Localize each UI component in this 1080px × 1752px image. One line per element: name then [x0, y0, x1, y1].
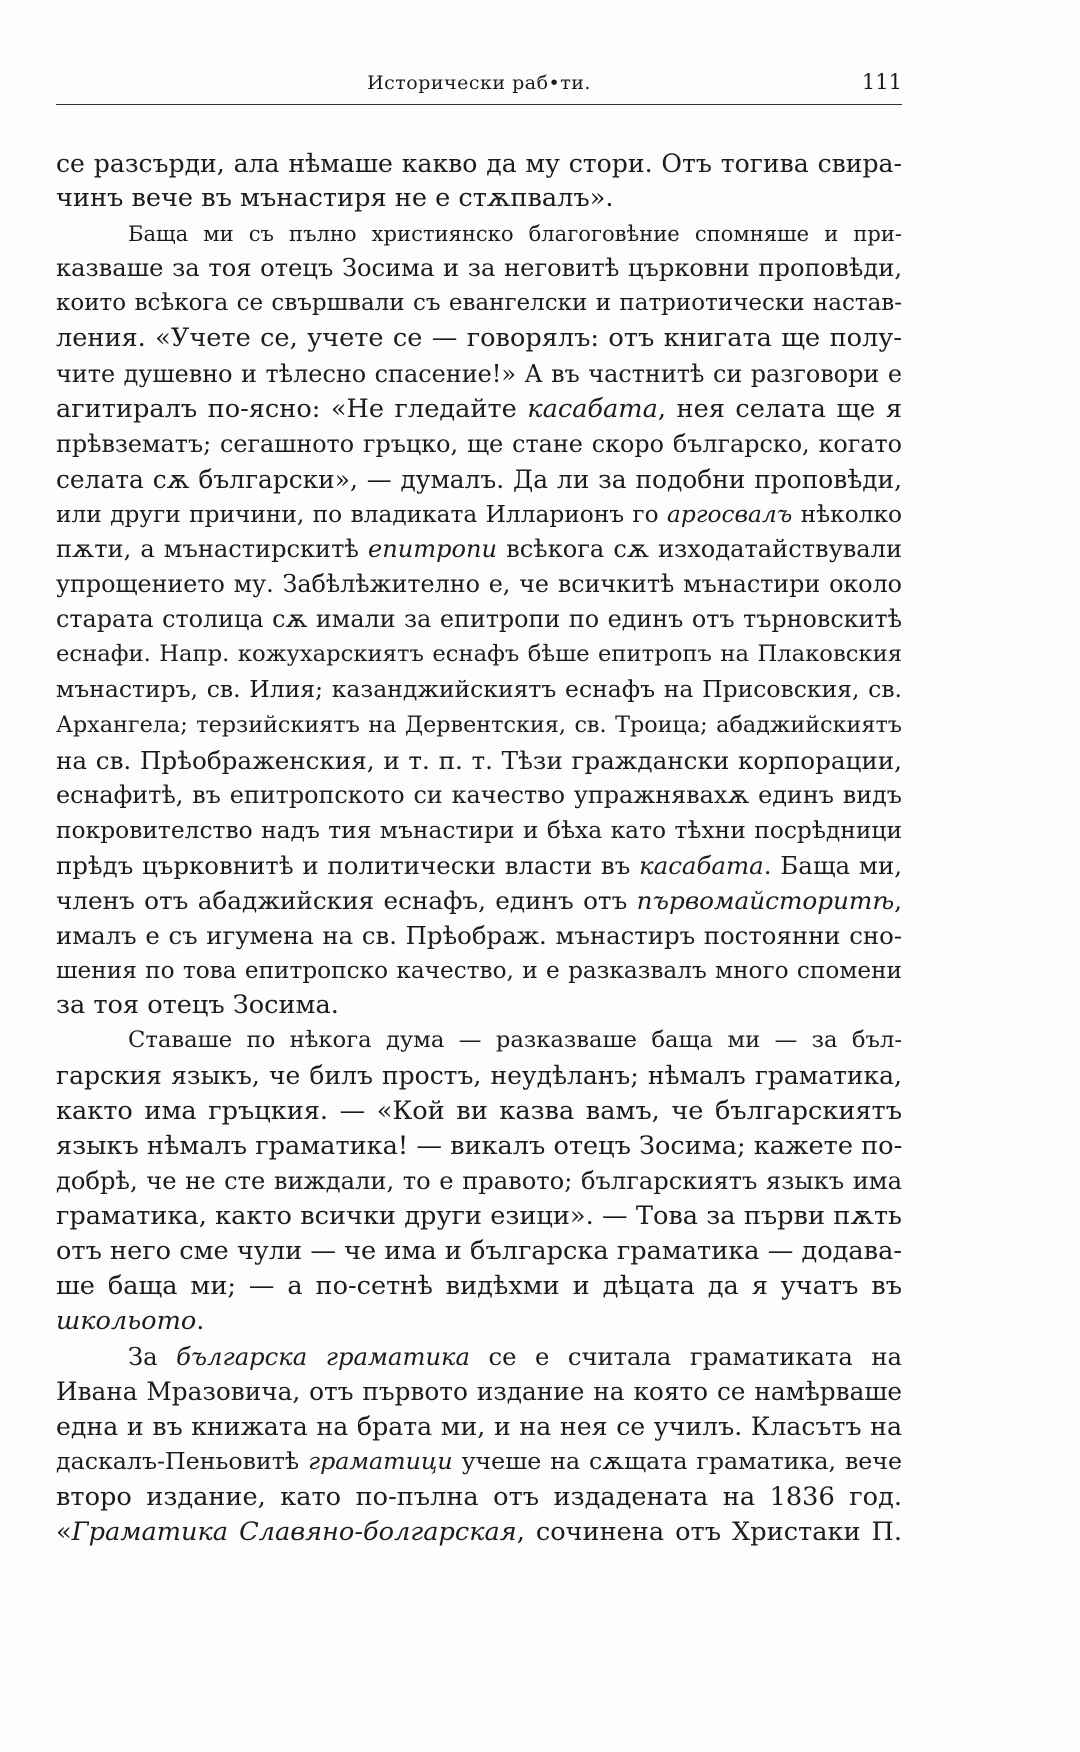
- italic-run: българска граматика: [176, 1342, 470, 1372]
- text-run: за тоя отецъ Зосима.: [56, 990, 339, 1021]
- text-run: членъ отъ абаджийския еснафъ, единъ отъ: [56, 885, 637, 915]
- text-run: или други причини, по владиката Илларионъ го: [56, 500, 668, 528]
- italic-run: касабата: [639, 850, 764, 880]
- text-line: [56, 953, 902, 988]
- text-run: языкъ нѣмалъ граматика! — викалъ отецъ Зосима; кажете по-: [56, 1130, 903, 1161]
- text-line: [56, 883, 902, 918]
- running-head: [56, 68, 902, 104]
- text-line: [56, 321, 902, 356]
- italic-run: Граматика Славяно-болгарская: [71, 1516, 517, 1547]
- text-run: гарския языкъ, че билъ простъ, неудѣланъ; нѣмалъ граматика,: [56, 1061, 902, 1091]
- italic-run: касабата: [527, 393, 658, 424]
- text-line: [56, 743, 902, 778]
- text-run: прѣдъ църковнитѣ и политически власти въ: [56, 850, 640, 880]
- text-line: [56, 181, 902, 216]
- text-line: [56, 778, 902, 813]
- text-run: добрѣ, че не сте виждали, то е правото; българскиятъ языкъ има: [56, 1166, 902, 1195]
- page-number: 111: [861, 70, 902, 94]
- text-run: нѣколко: [792, 500, 902, 528]
- text-line: [56, 1374, 902, 1409]
- text-run: .: [196, 1306, 205, 1337]
- text-line: [56, 1515, 902, 1550]
- text-run: , сочинена отъ Христаки П.: [516, 1516, 902, 1547]
- text-line: [56, 708, 902, 743]
- text-run: «: [56, 1516, 72, 1547]
- text-run: мънастиръ, св. Илия; казанджийскиятъ еснафъ на Присовския, св.: [56, 675, 902, 704]
- text-run: както има гръцкия. — «Кой ви казва вамъ, че българскиятъ: [56, 1095, 902, 1126]
- italic-run: граматици: [308, 1447, 453, 1476]
- text-run: Архангела; терзийскиятъ на Дервентския, св. Троица; абаджийскиятъ: [56, 711, 902, 738]
- italic-run: школьото: [56, 1306, 197, 1337]
- text-line: [56, 1094, 902, 1129]
- text-line: [56, 532, 902, 567]
- text-run: граматика, както всички други езици». — Това за първи пѫть: [56, 1200, 902, 1231]
- text-run: отъ него сме чули — че има и българска граматика — додава-: [56, 1235, 902, 1266]
- text-run: се е считала граматиката на: [469, 1342, 902, 1372]
- text-line: [56, 813, 902, 848]
- text-line: [56, 918, 902, 953]
- text-line: [56, 637, 902, 672]
- text-run: шения по това епитропско качество, и е разказвалъ много спомени: [56, 957, 902, 985]
- text-run: ималъ е съ игумена на св. Прѣображ. мънастиръ постоянни сно-: [56, 921, 902, 951]
- text-line: [56, 1234, 902, 1269]
- text-line: [56, 672, 902, 707]
- text-run: старата столица сѫ имали за епитропи по единъ отъ търновскитѣ: [56, 605, 902, 634]
- text-line: [56, 427, 902, 462]
- text-line: [56, 1164, 902, 1199]
- text-line: [56, 216, 902, 251]
- text-run: За: [128, 1342, 177, 1372]
- text-line: [56, 357, 902, 392]
- text-run: Ставаше по нѣкога дума — разказваше баща ми — за бъл-: [128, 1027, 902, 1054]
- text-line: [56, 988, 902, 1023]
- body-text: [56, 146, 902, 1550]
- text-run: всѣкога сѫ изходатайствували: [497, 535, 902, 564]
- text-run: ления. «Учете се, учете се — говорялъ: отъ книгата ще полу-: [56, 323, 902, 354]
- text-line: [56, 497, 902, 532]
- text-run: покровителство надъ тия мънастири и бѣха като тѣхни посрѣдници: [56, 815, 902, 844]
- text-run: ше баща ми; — а по-сетнѣ видѣхми и дѣцата да я учатъ въ: [56, 1271, 902, 1301]
- text-line: [56, 1129, 902, 1164]
- text-line: [56, 1339, 902, 1374]
- italic-run: аргосвалъ: [667, 500, 793, 528]
- text-line: [56, 286, 902, 321]
- text-run: чинъ вече въ мънастиря не е стѫпвалъ».: [56, 183, 614, 214]
- text-line: [56, 392, 902, 427]
- text-line: [56, 1199, 902, 1234]
- text-run: еснафитѣ, въ епитропското си качество упражнявахѫ единъ видъ: [56, 780, 902, 809]
- text-line: [56, 1269, 902, 1304]
- text-line: [56, 1409, 902, 1444]
- text-line: [56, 848, 902, 883]
- text-run: ,: [894, 885, 902, 915]
- text-run: селата сѫ български», — думалъ. Да ли за подобни проповѣди,: [56, 464, 902, 494]
- text-line: [56, 567, 902, 602]
- text-run: Баща ми съ пълно християнско благоговѣние спомняше и при-: [128, 221, 902, 247]
- text-run: еснафи. Напр. кожухарскиятъ еснафъ бѣше епитропъ на Плаковския: [56, 641, 902, 668]
- text-run: учеше на сѫщата граматика, вече: [452, 1447, 902, 1476]
- text-line: [56, 602, 902, 637]
- text-run: които всѣкога се свършвали съ евангелски и патриотически настав-: [56, 290, 902, 317]
- text-run: второ издание, като по-пълна отъ издадената на 1836 год.: [56, 1481, 902, 1512]
- text-run: даскалъ-Пеньовитѣ: [56, 1447, 309, 1476]
- text-line: [56, 1304, 902, 1339]
- text-line: [56, 1058, 902, 1093]
- text-run: Ивана Мразовича, отъ първото издание на която се намѣрваше: [56, 1377, 902, 1407]
- header-rule: [56, 104, 902, 105]
- text-run: . Баща ми,: [763, 850, 902, 880]
- text-line: [56, 1023, 902, 1058]
- text-run: се разсърди, ала нѣмаше какво да му стори. Отъ тогива свира-: [56, 149, 902, 178]
- italic-run: първомайсторитѣ: [636, 885, 895, 915]
- text-line: [56, 251, 902, 286]
- text-run: агитиралъ по-ясно: «Не гледайте: [56, 393, 528, 424]
- text-line: [56, 1480, 902, 1515]
- text-line: [56, 462, 902, 497]
- italic-run: епитропи: [368, 535, 498, 564]
- text-line: [56, 1444, 902, 1479]
- text-run: една и въ книжата на брата ми, и на нея се училъ. Класътъ на: [56, 1412, 902, 1442]
- running-title: Исторически раб•ти.: [367, 72, 591, 94]
- text-run: на св. Прѣображенския, и т. п. т. Тѣзи граждански корпорации,: [56, 745, 902, 775]
- text-run: прѣвзематъ; сегашното гръцко, ще стане скоро българско, когато: [56, 429, 902, 458]
- text-run: пѫти, а мънастирскитѣ: [56, 535, 369, 564]
- text-run: упрощението му. Забѣлѣжително е, че всичкитѣ мънастири около: [56, 570, 902, 599]
- text-run: казваше за тоя отецъ Зосима и за неговитѣ църковни проповѣди,: [56, 254, 902, 283]
- text-line: [56, 146, 902, 181]
- text-run: , нея селата ще я: [657, 393, 902, 424]
- text-run: чите душевно и тѣлесно спасение!» А въ частнитѣ си разговори е: [56, 359, 902, 388]
